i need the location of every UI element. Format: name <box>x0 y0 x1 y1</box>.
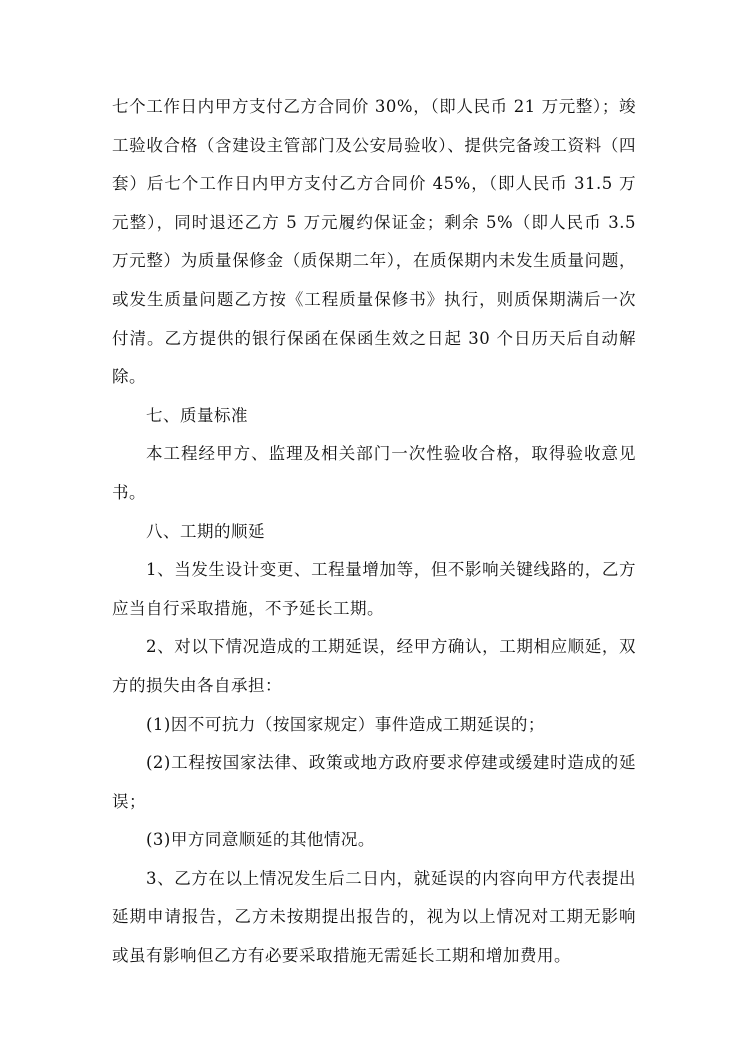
paragraph-payment-terms: 七个工作日内甲方支付乙方合同价 30%，（即人民币 21 万元整）；竣工验收合格（含建设主管部门及公安局验收）、提供完备竣工资料（四套）后七个工作日内甲方支付乙方合同价 45%，（即人民币 31.5 万元整），同时退还乙方 5 万元履约保证金；剩余 5%（即人民币 3.5 万元整）为质量保修金（质保期二年），在质保期内未发生质量问题，或发生质量问题乙方按《工程质量保修书》执行，则质保期满后一次付清。乙方提供的银行保函在保函生效之日起 30 个日历天后自动解除。 <box>112 97 636 387</box>
section-heading-quality-standard: 七、质量标准 <box>146 405 248 425</box>
paragraph-clause-3: 3、乙方在以上情况发生后二日内，就延误的内容向甲方代表提出延期申请报告，乙方未按期提出报告的，视为以上情况对工期无影响或虽有影响但乙方有必要采取措施无需延长工期和增加费用。 <box>112 868 636 966</box>
section-heading-schedule-extension: 八、工期的顺延 <box>146 521 265 541</box>
document-body <box>112 88 636 976</box>
paragraph-clause-2: 2、对以下情况造成的工期延误，经甲方确认，工期相应顺延，双方的损失由各自承担： <box>112 637 636 695</box>
paragraph-quality-standard: 本工程经甲方、监理及相关部门一次性验收合格，取得验收意见书。 <box>112 444 636 502</box>
paragraph-clause-1: 1、当发生设计变更、工程量增加等，但不影响关键线路的，乙方应当自行采取措施，不予延长工期。 <box>112 560 636 618</box>
paragraph-item-1: (1)因不可抗力（按国家规定）事件造成工期延误的； <box>146 714 545 734</box>
paragraph-item-2: (2)工程按国家法律、政策或地方政府要求停建或缓建时造成的延误； <box>112 753 636 811</box>
paragraph-item-3: (3)甲方同意顺延的其他情况。 <box>146 830 375 850</box>
